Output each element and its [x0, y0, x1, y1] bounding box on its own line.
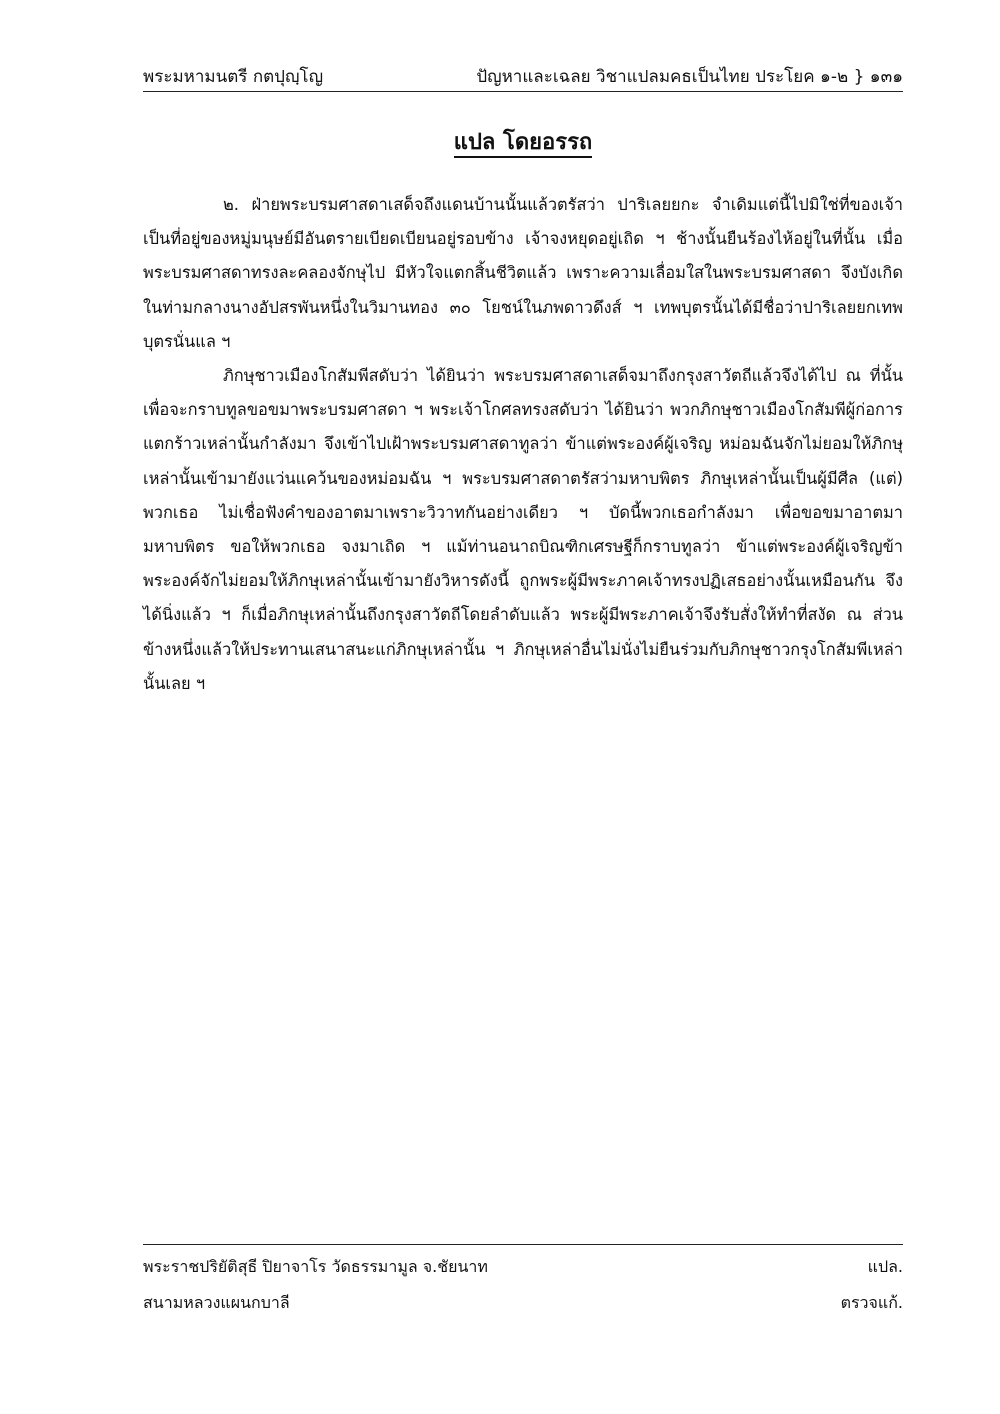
footer-row-1 [143, 1249, 903, 1285]
page-footer [143, 1244, 903, 1321]
footer-organization: สนามหลวงแผนกบาลี [143, 1293, 290, 1312]
page-header [143, 62, 903, 92]
footer-role-translate: แปล. [867, 1257, 903, 1276]
header-title-page-number: ปัญหาและเฉลย วิชาแปลมคธเป็นไทย ประโยค ๑-๒ } ๑๓๑ [476, 67, 903, 87]
header-author: พระมหามนตรี กตปุญฺโญ [143, 67, 324, 87]
footer-translator: พระราชปริยัติสุธี ปิยาจาโร วัดธรรมามูล จ.ชัยนาท [143, 1257, 488, 1276]
footer-row-2 [143, 1285, 903, 1321]
paragraph-2: ภิกษุชาวเมืองโกสัมพีสดับว่า ได้ยินว่า พระบรมศาสดาเสด็จมาถึงกรุงสาวัตถีแล้วจึงได้ไป ณ ที่นั้นเพื่อจะกราบทูลขอขมาพระบรมศาสดา ฯ พระเจ้าโกศลทรงสดับว่า ได้ยินว่า พวกภิกษุชาวเมืองโกสัมพีผู้ก่อการแตกร้าวเหล่านั้นกำลังมา จึงเข้าไปเฝ้าพระบรมศาสดาทูลว่า ข้าแต่พระองค์ผู้เจริญ หม่อมฉันจักไม่ยอมให้ภิกษุเหล่านั้นเข้ามายังแว่นแคว้นของหม่อมฉัน ฯ พระบรมศาสดาตรัสว่ามหาบพิตร ภิกษุเหล่านั้นเป็นผู้มีศีล (แต่) พวกเธอ ไม่เชื่อฟังคำของอาตมาเพราะวิวาทกันอย่างเดียว ฯ บัดนี้พวกเธอกำลังมา เพื่อขอขมาอาตมา มหาบพิตร ขอให้พวกเธอ จงมาเถิด ฯ แม้ท่านอนาถบิณฑิกเศรษฐีก็กราบทูลว่า ข้าแต่พระองค์ผู้เจริญข้าพระองค์จักไม่ยอมให้ภิกษุเหล่านั้นเข้ามายังวิหารดังนี้ ถูกพระผู้มีพระภาคเจ้าทรงปฏิเสธอย่างนั้นเหมือนกัน จึงได้นิ่งแล้ว ฯ ก็เมื่อภิกษุเหล่านั้นถึงกรุงสาวัตถีโดยลำดับแล้ว พระผู้มีพระภาคเจ้าจึงรับสั่งให้ทำที่สงัด ณ ส่วนข้างหนึ่งแล้วให้ประทานเสนาสนะแก่ภิกษุเหล่านั้น ฯ ภิกษุเหล่าอื่นไม่นั่งไม่ยืนร่วมกับภิกษุชาวกรุงโกสัมพีเหล่านั้นเลย ฯ [143, 366, 903, 693]
footer-role-review: ตรวจแก้. [840, 1293, 903, 1312]
section-heading-text: แปล โดยอรรถ [454, 130, 592, 158]
section-heading [143, 126, 903, 160]
body-text [143, 188, 903, 701]
paragraph-1: ๒. ฝ่ายพระบรมศาสดาเสด็จถึงแดนบ้านนั้นแล้วตรัสว่า ปาริเลยยกะ จำเดิมแต่นี้ไปมิใช่ที่ของเจ้า เป็นที่อยู่ของหมู่มนุษย์มีอันตรายเบียดเบียนอยู่รอบข้าง เจ้าจงหยุดอยู่เถิด ฯ ช้างนั้นยืนร้องไห้อยู่ในที่นั้น เมื่อพระบรมศาสดาทรงละคลองจักษุไป มีหัวใจแตกสิ้นชีวิตแล้ว เพราะความเลื่อมใสในพระบรมศาสดา จึงบังเกิดในท่ามกลางนางอัปสรพันหนึ่งในวิมานทอง ๓๐ โยชน์ในภพดาวดึงส์ ฯ เทพบุตรนั้นได้มีชื่อว่าปาริเลยยกเทพบุตรนั่นแล ฯ [143, 195, 903, 351]
